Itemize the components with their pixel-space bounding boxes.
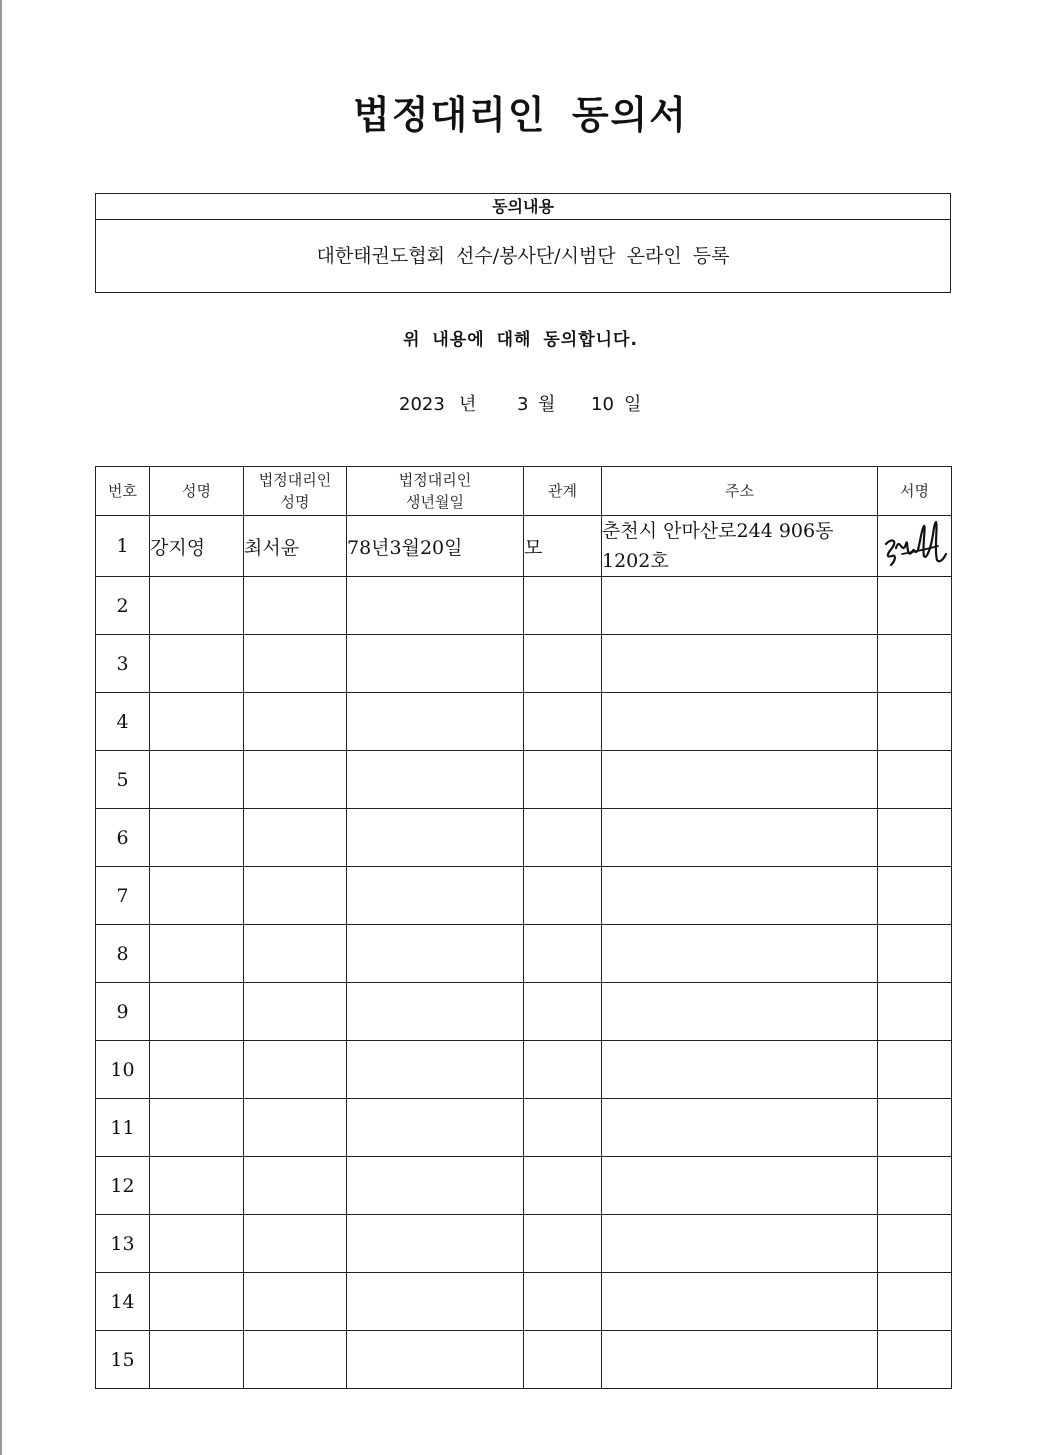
cell-signature [878,751,952,809]
cell-number: 12 [96,1157,150,1215]
cell-address [602,751,878,809]
cell-address [602,1041,878,1099]
cell-number: 6 [96,809,150,867]
cell-guardian-birth [347,925,524,983]
date-day: 10 [591,394,614,415]
date-year: 2023 [399,394,445,415]
cell-address [602,809,878,867]
cell-guardian-name [244,1157,347,1215]
cell-relation [524,1273,602,1331]
cell-signature [878,867,952,925]
cell-name [150,1331,244,1389]
cell-relation [524,751,602,809]
header-guardian-name-line2: 성명 [280,493,310,511]
cell-number: 7 [96,867,150,925]
cell-address [602,1157,878,1215]
header-guardian-birth-line1: 법정대리인 [398,471,472,489]
cell-guardian-name [244,751,347,809]
cell-name [150,983,244,1041]
table-row [96,1273,952,1331]
table-row [96,925,952,983]
cell-guardian-birth [347,693,524,751]
cell-number: 4 [96,693,150,751]
cell-address [602,867,878,925]
table-row [96,751,952,809]
table-row [96,693,952,751]
guardian-table [95,466,952,1389]
cell-name [150,693,244,751]
cell-address [602,577,878,635]
cell-address [602,1215,878,1273]
cell-relation [524,867,602,925]
cell-number: 10 [96,1041,150,1099]
cell-signature [878,1041,952,1099]
consent-header: 동의내용 [96,194,950,220]
cell-guardian-name [244,1099,347,1157]
cell-relation [524,983,602,1041]
table-header-row [96,467,952,516]
cell-relation [524,1331,602,1389]
cell-guardian-name [244,1215,347,1273]
table-row [96,809,952,867]
table-row [96,867,952,925]
cell-name [150,925,244,983]
cell-signature [878,635,952,693]
cell-guardian-name [244,867,347,925]
cell-guardian-name [244,983,347,1041]
handwritten-signature [882,520,948,572]
cell-signature [878,516,952,577]
consent-content: 대한태권도협회 선수/봉사단/시범단 온라인 등록 [316,245,730,267]
cell-guardian-birth [347,1041,524,1099]
table-row [96,1331,952,1389]
cell-relation: 모 [524,516,602,577]
cell-address: 춘천시 안마산로244 906동 1202호 [602,516,878,577]
cell-relation [524,809,602,867]
table-row [96,983,952,1041]
cell-relation [524,577,602,635]
cell-guardian-birth [347,809,524,867]
cell-guardian-name [244,635,347,693]
cell-guardian-birth [347,1099,524,1157]
date-day-unit: 일 [624,394,642,415]
table-row [96,577,952,635]
cell-name [150,577,244,635]
cell-signature [878,693,952,751]
cell-name: 강지영 [150,516,244,577]
table-row [96,516,952,577]
date-month: 3 [517,394,529,415]
cell-guardian-name [244,925,347,983]
cell-relation [524,925,602,983]
cell-signature [878,1157,952,1215]
cell-relation [524,1041,602,1099]
page-edge [0,0,2,1455]
cell-signature [878,1331,952,1389]
cell-guardian-name [244,809,347,867]
cell-address [602,925,878,983]
cell-number: 1 [96,516,150,577]
cell-address [602,635,878,693]
cell-name [150,1099,244,1157]
cell-signature [878,1273,952,1331]
cell-guardian-name: 최서윤 [244,516,347,577]
cell-guardian-name [244,1273,347,1331]
cell-relation [524,693,602,751]
cell-number: 14 [96,1273,150,1331]
cell-signature [878,577,952,635]
cell-relation [524,635,602,693]
cell-number: 2 [96,577,150,635]
cell-address [602,693,878,751]
cell-number: 9 [96,983,150,1041]
cell-signature [878,925,952,983]
document-title: 법정대리인 동의서 [353,93,688,137]
cell-address [602,1331,878,1389]
header-name: 성명 [150,467,244,516]
cell-address [602,983,878,1041]
cell-guardian-birth [347,1215,524,1273]
date-month-unit: 월 [538,394,556,415]
cell-name [150,809,244,867]
cell-name [150,635,244,693]
cell-guardian-name [244,1331,347,1389]
cell-guardian-birth [347,1273,524,1331]
cell-name [150,1215,244,1273]
cell-guardian-birth [347,983,524,1041]
cell-number: 13 [96,1215,150,1273]
header-guardian-birth [347,467,524,516]
header-guardian-birth-line2: 생년월일 [406,493,464,511]
cell-guardian-name [244,693,347,751]
header-guardian-name-line1: 법정대리인 [258,471,332,489]
cell-guardian-birth [347,867,524,925]
cell-guardian-birth [347,577,524,635]
table-body [96,516,952,1389]
cell-guardian-birth [347,635,524,693]
cell-name [150,1157,244,1215]
cell-guardian-name [244,577,347,635]
cell-number: 3 [96,635,150,693]
cell-guardian-name [244,1041,347,1099]
header-address: 주소 [602,467,878,516]
cell-number: 11 [96,1099,150,1157]
header-relation: 관계 [524,467,602,516]
table-row [96,1215,952,1273]
cell-guardian-birth [347,751,524,809]
cell-guardian-birth: 78년3월20일 [347,516,524,577]
cell-name [150,1273,244,1331]
cell-name [150,867,244,925]
table-row [96,1099,952,1157]
cell-relation [524,1215,602,1273]
table-row [96,635,952,693]
cell-relation [524,1157,602,1215]
cell-guardian-birth [347,1331,524,1389]
header-guardian-name [244,467,347,516]
cell-name [150,751,244,809]
cell-name [150,1041,244,1099]
cell-signature [878,1099,952,1157]
header-number: 번호 [96,467,150,516]
cell-signature [878,983,952,1041]
cell-signature [878,809,952,867]
cell-number: 5 [96,751,150,809]
table-row [96,1157,952,1215]
consent-box [95,193,951,293]
cell-address [602,1099,878,1157]
cell-number: 15 [96,1331,150,1389]
cell-guardian-birth [347,1157,524,1215]
cell-signature [878,1215,952,1273]
date-year-unit: 년 [459,394,477,415]
cell-address [602,1273,878,1331]
cell-number: 8 [96,925,150,983]
cell-relation [524,1099,602,1157]
header-signature: 서명 [878,467,952,516]
agreement-statement: 위 내용에 대해 동의합니다. [403,330,638,350]
table-row [96,1041,952,1099]
